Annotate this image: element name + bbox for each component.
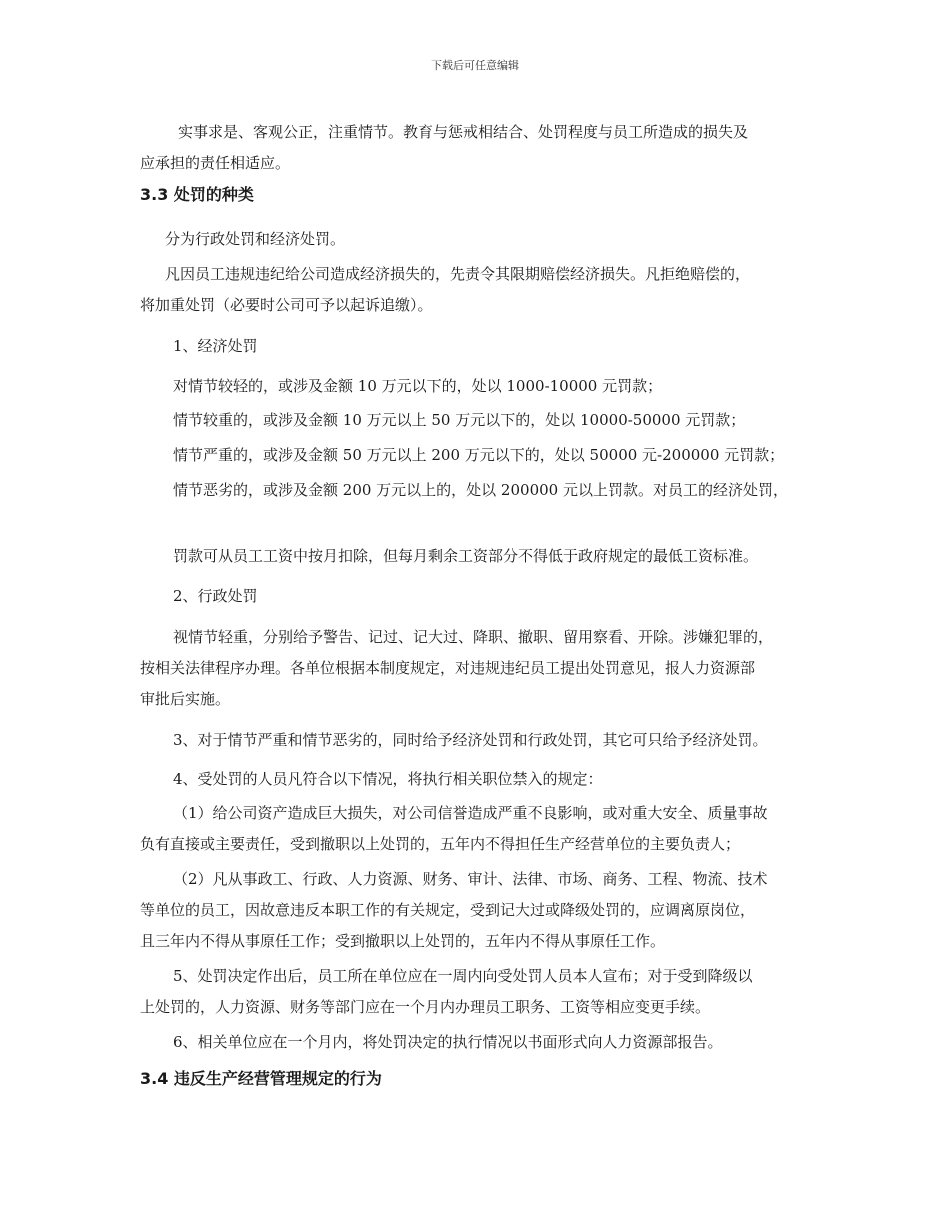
paragraph-loss-line1: 凡因员工违规违纪给公司造成经济损失的，先责令其限期赔偿经济损失。凡拒绝赔偿的， [165, 265, 751, 283]
paragraph-principle-line2: 应承担的责任相适应。 [140, 154, 291, 172]
item1-title: 1、经济处罚 [173, 337, 258, 355]
item4-1-line-a: （1）给公司资产造成巨大损失，对公司信誉造成严重不良影响，或对重大安全、质量事故 [173, 804, 768, 822]
item1-line-e: 罚款可从员工工资中按月扣除，但每月剩余工资部分不得低于政府规定的最低工资标准。 [173, 547, 759, 565]
paragraph-loss-line2: 将加重处罚（必要时公司可予以起诉追缴）。 [140, 296, 433, 314]
item1-line-c: 情节严重的，或涉及金额 50 万元以上 200 万元以下的，处以 50000 元-200000 元罚款； [173, 446, 785, 464]
item4-2-line-a: （2）凡从事政工、行政、人力资源、财务、审计、法律、市场、商务、工程、物流、技术 [173, 870, 768, 888]
item6: 6、相关单位应在一个月内，将处罚决定的执行情况以书面形式向人力资源部报告。 [173, 1033, 723, 1051]
item3: 3、对于情节严重和情节恶劣的，同时给予经济处罚和行政处罚，其它可只给予经济处罚。 [173, 731, 768, 749]
item4: 4、受处罚的人员凡符合以下情况，将执行相关职位禁入的规定： [173, 770, 603, 788]
section-heading-3-3: 3.3 处罚的种类 [140, 185, 254, 204]
paragraph-types: 分为行政处罚和经济处罚。 [165, 230, 346, 248]
item4-2-line-c: 且三年内不得从事原任工作；受到撤职以上处罚的，五年内不得从事原任工作。 [140, 932, 666, 950]
item5-line-b: 上处罚的，人力资源、财务等部门应在一个月内办理员工职务、工资等相应变更手续。 [140, 998, 711, 1016]
paragraph-principle-line1: 实事求是、客观公正，注重情节。教育与惩戒相结合、处罚程度与员工所造成的损失及 [178, 123, 749, 141]
item5-line-a: 5、处罚决定作出后，员工所在单位应在一周内向受处罚人员本人宣布；对于受到降级以 [173, 967, 753, 985]
item4-1-line-b: 负有直接或主要责任，受到撤职以上处罚的，五年内不得担任生产经营单位的主要负责人； [140, 835, 741, 853]
item2-title: 2、行政处罚 [173, 587, 258, 605]
item2-line-b: 按相关法律程序办理。各单位根据本制度规定，对违规违纪员工提出处罚意见，报人力资源部 [140, 659, 756, 677]
item2-line-a: 视情节轻重，分别给予警告、记过、记大过、降职、撤职、留用察看、开除。涉嫌犯罪的， [173, 628, 774, 646]
item2-line-c: 审批后实施。 [140, 690, 231, 708]
section-heading-3-4: 3.4 违反生产经营管理规定的行为 [140, 1069, 382, 1088]
item1-line-b: 情节较重的，或涉及金额 10 万元以上 50 万元以下的，处以 10000-50000 元罚款； [173, 411, 746, 429]
item1-line-a: 对情节较轻的，或涉及金额 10 万元以下的，处以 1000-10000 元罚款； [173, 377, 663, 395]
item4-2-line-b: 等单位的员工，因故意违反本职工作的有关规定，受到记大过或降级处罚的，应调离原岗位， [140, 901, 756, 919]
item1-line-d: 情节恶劣的，或涉及金额 200 万元以上的，处以 200000 元以上罚款。对员工的经济处罚， [173, 481, 788, 499]
page-header: 下载后可任意编辑 [431, 59, 519, 72]
